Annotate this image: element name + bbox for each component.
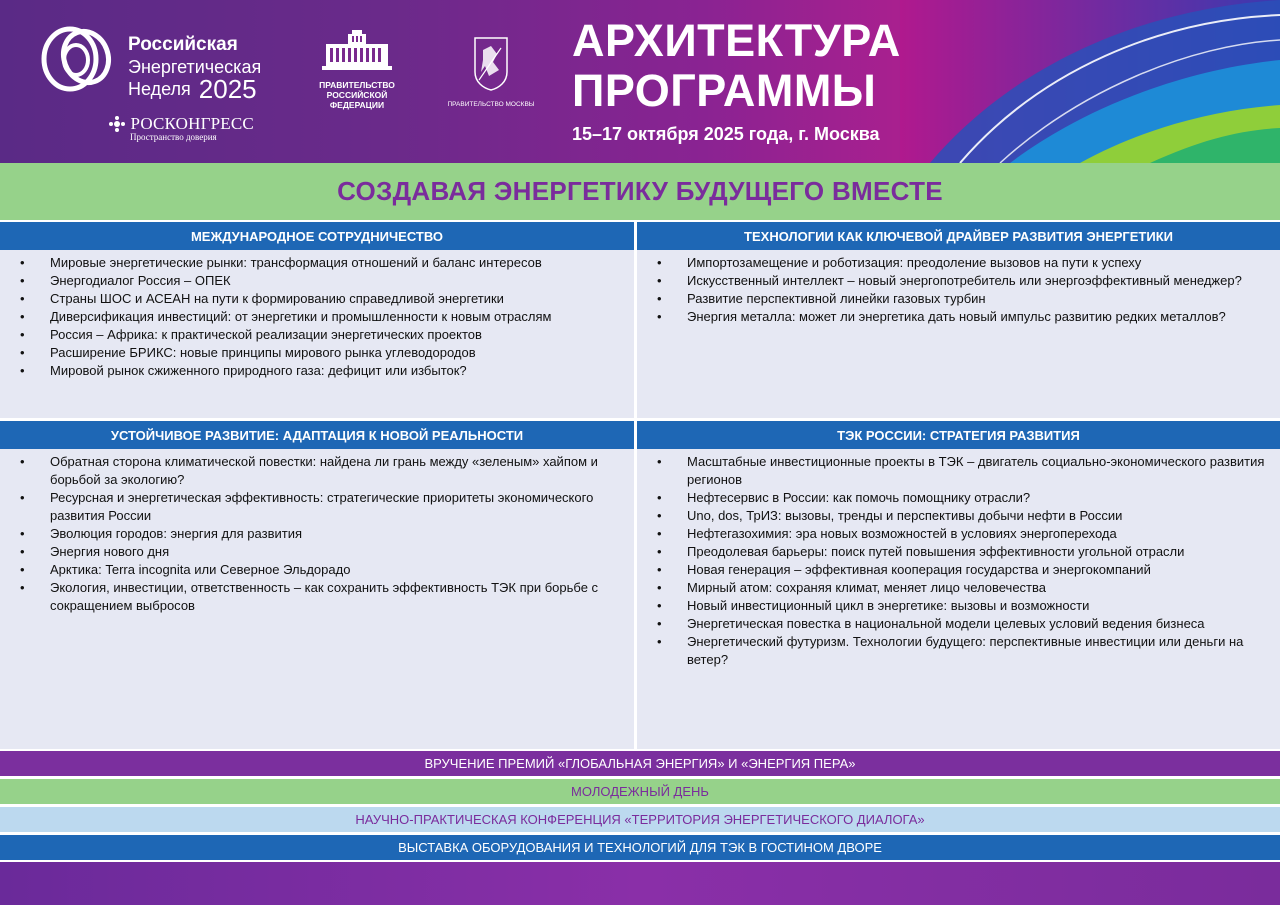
topic-item: • Развитие перспективной линейки газовых турбин (657, 290, 1270, 308)
topic-item: • Энергетический футуризм. Технологии будущего: перспективные инвестиции или деньги на ветер? (657, 633, 1270, 669)
topic-item: • Мирный атом: сохраняя климат, меняет лицо человечества (657, 579, 1270, 597)
section-header-fuel-energy: ТЭК РОССИИ: СТРАТЕГИЯ РАЗВИТИЯ (637, 421, 1280, 449)
topic-item: • Страны ШОС и АСЕАН на пути к формированию справедливой энергетики (20, 290, 624, 308)
roscongress-emblem-icon (108, 115, 126, 133)
topic-item: • Искусственный интеллект – новый энергопотребитель или энергоэффективный менеджер? (657, 272, 1270, 290)
slogan-bar (0, 163, 1280, 220)
header-banner (0, 0, 1280, 163)
footer-band (0, 862, 1280, 905)
section-header-technology: ТЕХНОЛОГИИ КАК КЛЮЧЕВОЙ ДРАЙВЕР РАЗВИТИЯ ЭНЕРГЕТИКИ (637, 222, 1280, 250)
topic-item: • Обратная сторона климатической повестки: найдена ли грань между «зеленым» хайпом и борьбой за экологию? (20, 453, 624, 489)
roscongress-logo (108, 114, 254, 142)
topic-item: • Мировые энергетические рынки: трансформация отношений и баланс интересов (20, 254, 624, 272)
gov-moscow-logo (446, 36, 536, 109)
event-logo-rings-icon (40, 24, 120, 94)
page-title-line2: ПРОГРАММЫ (572, 65, 877, 116)
slogan-text: СОЗДАВАЯ ЭНЕРГЕТИКУ БУДУЩЕГО ВМЕСТЕ (337, 176, 943, 206)
roscongress-tagline: Пространство доверия (130, 132, 217, 142)
section-header-international: МЕЖДУНАРОДНОЕ СОТРУДНИЧЕСТВО (0, 222, 634, 250)
event-bar-youth-day: МОЛОДЕЖНЫЙ ДЕНЬ (0, 779, 1280, 804)
page-title-block (572, 16, 901, 145)
event-logo-line3: Неделя (128, 79, 191, 99)
topic-item: • Мировой рынок сжиженного природного газа: дефицит или избыток? (20, 362, 624, 380)
event-bar-exhibition: ВЫСТАВКА ОБОРУДОВАНИЯ И ТЕХНОЛОГИЙ ДЛЯ ТЭК В ГОСТИНОМ ДВОРЕ (0, 835, 1280, 860)
topic-item: • Энергодиалог Россия – ОПЕК (20, 272, 624, 290)
gov-rf-line2: РОССИЙСКОЙ (326, 90, 388, 100)
gov-rf-logo (312, 30, 402, 110)
moscow-coat-of-arms-icon (473, 36, 509, 92)
gov-rf-line1: ПРАВИТЕЛЬСТВО (319, 80, 395, 90)
white-house-icon (322, 30, 392, 72)
topic-item: • Ресурсная и энергетическая эффективность: стратегические приоритеты экономического развития России (20, 489, 624, 525)
topic-item: • Россия – Африка: к практической реализации энергетических проектов (20, 326, 624, 344)
topic-list (657, 453, 1270, 669)
topic-list (657, 254, 1270, 326)
event-bar-conference: НАУЧНО-ПРАКТИЧЕСКАЯ КОНФЕРЕНЦИЯ «ТЕРРИТОРИЯ ЭНЕРГЕТИЧЕСКОГО ДИАЛОГА» (0, 807, 1280, 832)
topic-item: • Расширение БРИКС: новые принципы мирового рынка углеводородов (20, 344, 624, 362)
topic-item: • Арктика: Terra incognita или Северное Эльдорадо (20, 561, 624, 579)
topic-item: • Экология, инвестиции, ответственность – как сохранить эффективность ТЭК при борьбе с сокращением выбросов (20, 579, 624, 615)
section-body-fuel-energy (637, 449, 1280, 749)
topic-item: • Импортозамещение и роботизация: преодоление вызовов на пути к успеху (657, 254, 1270, 272)
event-logo (40, 24, 280, 114)
topic-item: • Нефтегазохимия: эра новых возможностей в условиях энергоперехода (657, 525, 1270, 543)
event-logo-year: 2025 (198, 74, 257, 104)
topic-list (20, 453, 624, 615)
event-dates: 15–17 октября 2025 года, г. Москва (572, 124, 880, 144)
topic-item: • Масштабные инвестиционные проекты в ТЭК – двигатель социально-экономического развития регионов (657, 453, 1270, 489)
topic-item: • Эволюция городов: энергия для развития (20, 525, 624, 543)
event-logo-text (128, 34, 261, 102)
section-body-technology (637, 250, 1280, 418)
section-header-sustainability: УСТОЙЧИВОЕ РАЗВИТИЕ: АДАПТАЦИЯ К НОВОЙ РЕАЛЬНОСТИ (0, 421, 634, 449)
event-logo-line1: Российская (128, 34, 238, 55)
topic-item: • Uno, dos, ТрИЗ: вызовы, тренды и перспективы добычи нефти в России (657, 507, 1270, 525)
topic-item: • Энергетическая повестка в национальной модели целевых условий ведения бизнеса (657, 615, 1270, 633)
gov-rf-line3: ФЕДЕРАЦИИ (329, 100, 385, 110)
topic-item: • Диверсификация инвестиций: от энергетики и промышленности к новым отраслям (20, 308, 624, 326)
event-logo-line2: Энергетическая (128, 57, 262, 77)
section-body-international (0, 250, 634, 418)
page-title-line1: АРХИТЕКТУРА (572, 15, 901, 66)
roscongress-name: РОСКОНГРЕСС (130, 114, 254, 133)
event-bar-awards: ВРУЧЕНИЕ ПРЕМИЙ «ГЛОБАЛЬНАЯ ЭНЕРГИЯ» И «ЭНЕРГИЯ ПЕРА» (0, 751, 1280, 776)
section-body-sustainability (0, 449, 634, 749)
gov-moscow-label: ПРАВИТЕЛЬСТВО МОСКВЫ (447, 101, 535, 108)
topic-item: • Новая генерация – эффективная кооперация государства и энергокомпаний (657, 561, 1270, 579)
topic-item: • Энергия металла: может ли энергетика дать новый импульс развитию редких металлов? (657, 308, 1270, 326)
topic-list (20, 254, 624, 380)
topic-item: • Новый инвестиционный цикл в энергетике: вызовы и возможности (657, 597, 1270, 615)
topic-item: • Энергия нового дня (20, 543, 624, 561)
topic-item: • Нефтесервис в России: как помочь помощнику отрасли? (657, 489, 1270, 507)
topic-item: • Преодолевая барьеры: поиск путей повышения эффективности угольной отрасли (657, 543, 1270, 561)
